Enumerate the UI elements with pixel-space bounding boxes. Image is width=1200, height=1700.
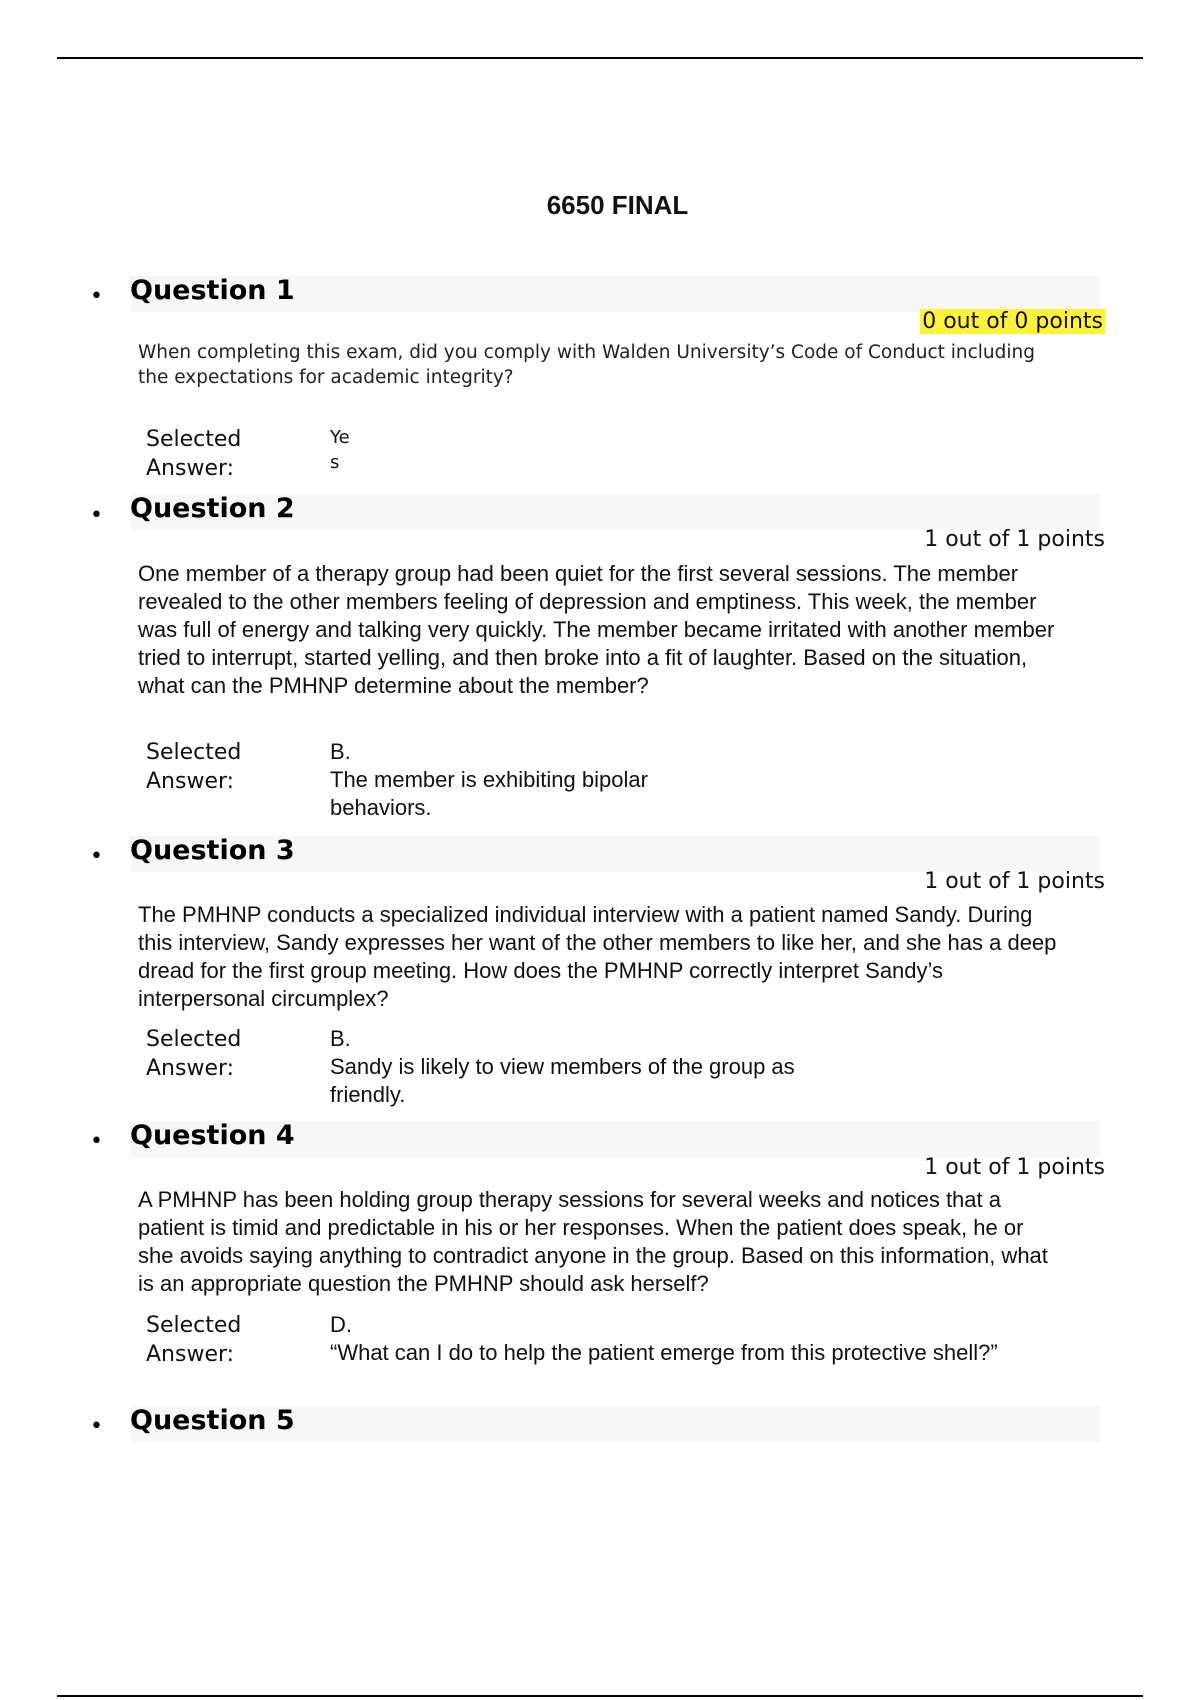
selected-answer-label: Selected Answer: <box>146 427 242 481</box>
question-text: When completing this exam, did you comply with Walden University’s Code of Conduct including the expectations for academic integrity? <box>138 342 1035 388</box>
answer-letter: B. <box>330 739 351 764</box>
question-points: 1 out of 1 points <box>924 869 1105 894</box>
bullet-icon: • <box>90 503 103 528</box>
bullet-icon: • <box>90 844 103 869</box>
selected-answer <box>330 738 690 822</box>
bottom-rule <box>57 1695 1143 1697</box>
selected-answer-label: Selected Answer: <box>146 740 242 794</box>
question-title: Question 3 <box>130 835 295 866</box>
question-points: 0 out of 0 points <box>922 309 1103 334</box>
question-text: The PMHNP conducts a specialized individual interview with a patient named Sandy. During this interview, Sandy expresses her want of the other members to like her, and she has a deep dread for the first group meeting. How does the PMHNP correctly interpret Sandy’s interpersonal circumplex? <box>138 902 1057 1011</box>
selected-answer <box>330 1025 870 1109</box>
top-rule <box>57 57 1143 59</box>
bullet-icon: • <box>90 1414 103 1439</box>
answer-text: The member is exhibiting bipolar behaviors. <box>330 767 648 820</box>
selected-answer-text: Yes <box>330 427 350 473</box>
selected-answer <box>330 1311 1010 1367</box>
question-points: 1 out of 1 points <box>924 527 1105 552</box>
selected-answer-label: Selected Answer: <box>146 1313 242 1367</box>
question-points: 1 out of 1 points <box>924 1155 1105 1180</box>
question-title: Question 5 <box>130 1405 295 1436</box>
question-text: A PMHNP has been holding group therapy sessions for several weeks and notices that a patient is timid and predictable in his or her responses. When the patient does speak, he or she avoids saying anything to contradict anyone in the group. Based on this information, what is an appropriate question the PMHNP should ask herself? <box>138 1187 1048 1296</box>
bullet-icon: • <box>90 1129 103 1154</box>
selected-answer-label: Selected Answer: <box>146 1027 242 1081</box>
question-text: One member of a therapy group had been quiet for the first several sessions. The member revealed to the other members feeling of depression and emptiness. This week, the member was full of energy and talking very quickly. The member became irritated with another member tried to interrupt, started yelling, and then broke into a fit of laughter. Based on the situation, what can the PMHNP determine about the member? <box>138 561 1055 698</box>
answer-text: Sandy is likely to view members of the group as friendly. <box>330 1054 795 1107</box>
answer-letter: D. <box>330 1312 352 1337</box>
question-title: Question 4 <box>130 1120 295 1151</box>
page-title: 6650 FINAL <box>546 190 689 220</box>
question-title: Question 1 <box>130 275 295 306</box>
answer-text: “What can I do to help the patient emerge from this protective shell?” <box>330 1340 998 1365</box>
bullet-icon: • <box>90 284 103 309</box>
answer-letter: B. <box>330 1026 351 1051</box>
question-title: Question 2 <box>130 493 295 524</box>
